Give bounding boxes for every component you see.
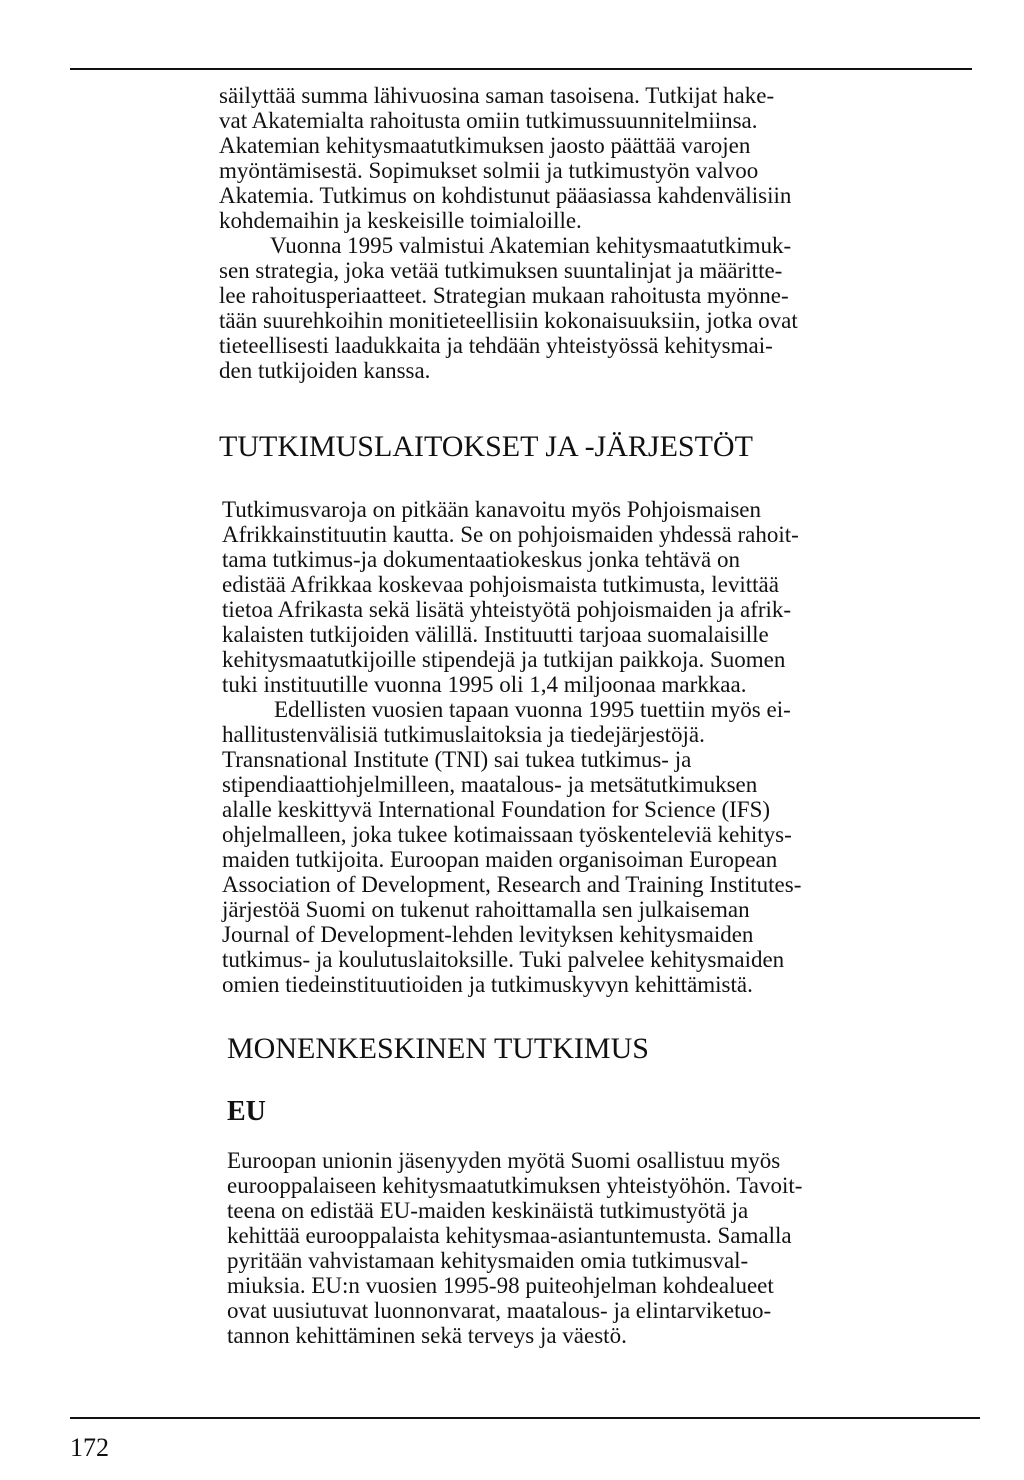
- text-line: tannon kehittäminen sekä terveys ja väestö.: [227, 1323, 627, 1348]
- text-line: säilyttää summa lähivuosina saman tasoisena. Tutkijat hake-: [219, 83, 775, 108]
- section-heading: TUTKIMUSLAITOKSET JA -JÄRJESTÖT: [219, 430, 753, 463]
- text-line: Edellisten vuosien tapaan vuonna 1995 tuettiin myös ei-: [274, 697, 791, 722]
- text-line: Association of Development, Research and Training Institutes-: [222, 872, 802, 897]
- text-line: edistää Afrikkaa koskevaa pohjoismaista tutkimusta, levittää: [222, 572, 779, 597]
- text-line: kehitysmaatutkijoille stipendejä ja tutkijan paikkoja. Suomen: [222, 647, 786, 672]
- text-line: hallitustenvälisiä tutkimuslaitoksia ja tiedejärjestöjä.: [222, 722, 705, 747]
- text-line: teena on edistää EU-maiden keskinäistä tutkimustyötä ja: [227, 1198, 749, 1223]
- text-line: Akatemian kehitysmaatutkimuksen jaosto päättää varojen: [219, 133, 751, 158]
- text-line: myöntämisestä. Sopimukset solmii ja tutkimustyön valvoo: [219, 158, 759, 183]
- text-line: tutkimus- ja koulutuslaitoksille. Tuki palvelee kehitysmaiden: [222, 947, 785, 972]
- text-line: Euroopan unionin jäsenyyden myötä Suomi osallistuu myös: [227, 1148, 781, 1173]
- text-line: Akatemia. Tutkimus on kohdistunut pääasiassa kahdenvälisiin: [219, 183, 792, 208]
- text-line: omien tiedeinstituutioiden ja tutkimuskyvyn kehittämistä.: [222, 972, 753, 997]
- text-line: kehittää eurooppalaista kehitysmaa-asiantuntemusta. Samalla: [227, 1223, 792, 1248]
- text-line: vat Akatemialta rahoitusta omiin tutkimussuunnitelmiinsa.: [219, 108, 758, 133]
- text-line: ovat uusiutuvat luonnonvarat, maatalous- ja elintarviketuo-: [227, 1298, 772, 1323]
- text-line: lee rahoitusperiaatteet. Strategian mukaan rahoitusta myönne-: [219, 283, 789, 308]
- text-line: tama tutkimus-ja dokumentaatiokeskus jonka tehtävä on: [222, 547, 741, 572]
- text-line: tietoa Afrikasta sekä lisätä yhteistyötä pohjoismaiden ja afrik-: [222, 597, 792, 622]
- text-line: Tutkimusvaroja on pitkään kanavoitu myös Pohjoismaisen: [222, 497, 761, 522]
- text-line: den tutkijoiden kanssa.: [219, 358, 431, 383]
- text-line: kalaisten tutkijoiden välillä. Instituutti tarjoaa suomalaisille: [222, 622, 769, 647]
- text-line: tuki instituutille vuonna 1995 oli 1,4 miljoonaa markkaa.: [222, 672, 747, 697]
- section-heading: MONENKESKINEN TUTKIMUS: [227, 1032, 649, 1065]
- text-line: ohjelmalleen, joka tukee kotimaissaan työskenteleviä kehitys-: [222, 822, 792, 847]
- text-line: eurooppalaiseen kehitysmaatutkimuksen yhteistyöhön. Tavoit-: [227, 1173, 803, 1198]
- text-line: tieteellisesti laadukkaita ja tehdään yhteistyössä kehitysmai-: [219, 333, 773, 358]
- page-number: 172: [70, 1433, 109, 1462]
- top-rule: [70, 68, 972, 70]
- text-line: järjestöä Suomi on tukenut rahoittamalla sen julkaiseman: [222, 897, 750, 922]
- text-line: sen strategia, joka vetää tutkimuksen suuntalinjat ja määritte-: [219, 258, 783, 283]
- text-line: miuksia. EU:n vuosien 1995-98 puiteohjelman kohdealueet: [227, 1273, 774, 1298]
- text-line: stipendiaattiohjelmilleen, maatalous- ja metsätutkimuksen: [222, 772, 758, 797]
- text-line: tään suurehkoihin monitieteellisiin kokonaisuuksiin, jotka ovat: [219, 308, 798, 333]
- text-line: Transnational Institute (TNI) sai tukea tutkimus- ja: [222, 747, 692, 772]
- text-line: kohdemaihin ja keskeisille toimialoille.: [219, 208, 582, 233]
- subsection-heading: EU: [227, 1096, 266, 1127]
- text-line: maiden tutkijoita. Euroopan maiden organisoiman European: [222, 847, 778, 872]
- text-line: Afrikkainstituutin kautta. Se on pohjoismaiden yhdessä rahoit-: [222, 522, 799, 547]
- text-line: Journal of Development-lehden levityksen kehitysmaiden: [222, 922, 754, 947]
- bottom-rule: [70, 1417, 980, 1419]
- text-line: pyritään vahvistamaan kehitysmaiden omia tutkimusval-: [227, 1248, 749, 1273]
- text-line: Vuonna 1995 valmistui Akatemian kehitysmaatutkimuk-: [270, 233, 792, 258]
- text-line: alalle keskittyvä International Foundation for Science (IFS): [222, 797, 771, 822]
